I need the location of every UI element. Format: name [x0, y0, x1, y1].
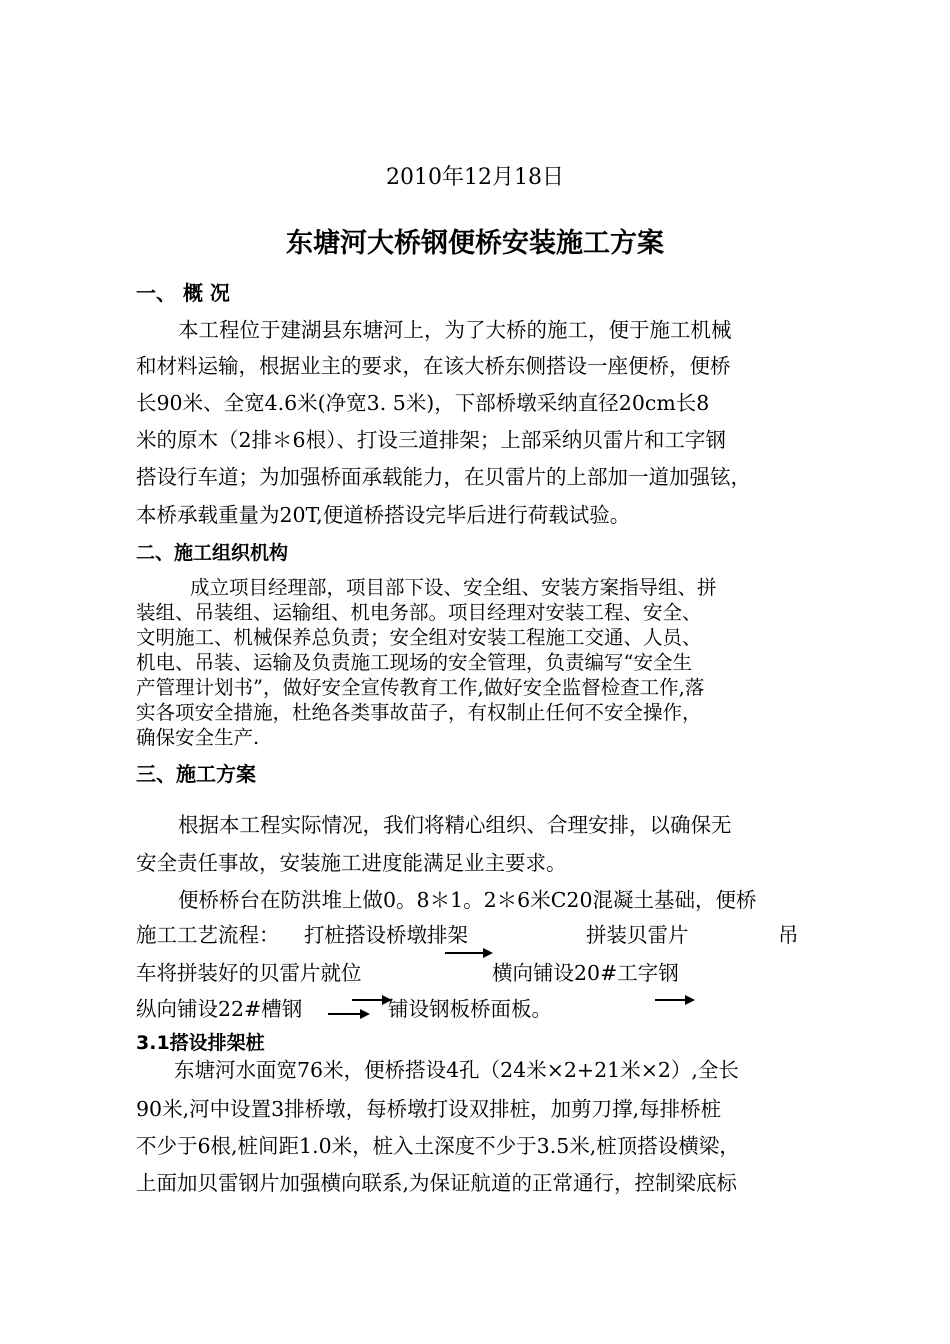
paragraph-line: 文明施工、机械保养总负责；安全组对安装工程施工交通、人员、: [136, 626, 702, 649]
flow-step: 铺设钢板桥面板。: [388, 997, 552, 1021]
paragraph-line: 搭设行车道；为加强桥面承载能力，在贝雷片的上部加一道加强铉，: [136, 465, 751, 489]
section-heading-organization: 二、施工组织机构: [136, 542, 289, 564]
paragraph-line: 成立项目经理部，项目部下设、安全组、安装方案指导组、拼: [190, 576, 717, 599]
section-heading-3-1: 3.1搭设排架桩: [136, 1032, 265, 1054]
document-title: 东塘河大桥钢便桥安装施工方案: [286, 228, 664, 259]
flow-step: 横向铺设20#工字钢: [492, 961, 679, 985]
paragraph-line: 产管理计划书”，做好安全宣传教育工作,做好安全监督检查工作,落: [136, 676, 705, 699]
flow-arrow: [328, 1013, 368, 1015]
paragraph-line: 机电、吊装、运输及负责施工现场的安全管理，负责编写“安全生: [136, 651, 692, 674]
paragraph-line: 上面加贝雷钢片加强横向联系,为保证航道的正常通行，控制梁底标: [136, 1171, 738, 1195]
flow-prefix: 施工工艺流程：: [136, 923, 280, 947]
paragraph-line: 安全责任事故，安装施工进度能满足业主要求。: [136, 851, 567, 875]
paragraph-line: 根据本工程实际情况，我们将精心组织、合理安排，以确保无: [178, 813, 732, 837]
paragraph-line: 和材料运输，根据业主的要求，在该大桥东侧搭设一座便桥，便桥: [136, 354, 731, 378]
paragraph-line: 东塘河水面宽76米，便桥搭设4孔（24米×2+21米×2）,全长: [174, 1058, 739, 1082]
flow-step: 车将拼装好的贝雷片就位: [136, 961, 362, 985]
flow-step: 拼装贝雷片: [586, 923, 689, 947]
paragraph-line: 本工程位于建湖县东塘河上，为了大桥的施工，便于施工机械: [178, 318, 732, 342]
document-date: 2010年12月18日: [386, 165, 564, 190]
section-heading-overview: 一、 概 况: [136, 281, 230, 305]
flow-arrow: [655, 999, 693, 1001]
paragraph-line: 长90米、全宽4.6米(净宽3. 5米)，下部桥墩采纳直径20cm长8: [136, 391, 710, 415]
paragraph-line: 不少于6根,桩间距1.0米，桩入土深度不少于3.5米,桩顶搭设横梁，: [136, 1134, 740, 1158]
paragraph-line: 本桥承载重量为20T,便道桥搭设完毕后进行荷载试验。: [136, 503, 631, 527]
paragraph-line: 米的原木（2排＊6根）、打设三道排架；上部采纳贝雷片和工字钢: [136, 428, 726, 452]
paragraph-line: 装组、吊装组、运输组、机电务部。项目经理对安装工程、安全、: [136, 601, 702, 624]
paragraph-line: 90米,河中设置3排桥墩，每桥墩打设双排桩，加剪刀撑,每排桥桩: [136, 1097, 722, 1121]
section-heading-plan: 三、施工方案: [136, 762, 256, 786]
paragraph-line: 便桥桥台在防洪堆上做0。8＊1。2＊6米C20混凝土基础，便桥: [178, 888, 757, 912]
flow-arrow: [445, 952, 491, 954]
flow-arrow: [352, 999, 390, 1001]
flow-step: 吊: [778, 923, 799, 947]
paragraph-line: 确保安全生产.: [136, 726, 260, 749]
paragraph-line: 实各项安全措施，杜绝各类事故苗子，有权制止任何不安全操作，: [136, 701, 702, 724]
flow-step: 打桩搭设桥墩排架: [304, 923, 468, 947]
flow-step: 纵向铺设22#槽钢: [136, 997, 303, 1021]
